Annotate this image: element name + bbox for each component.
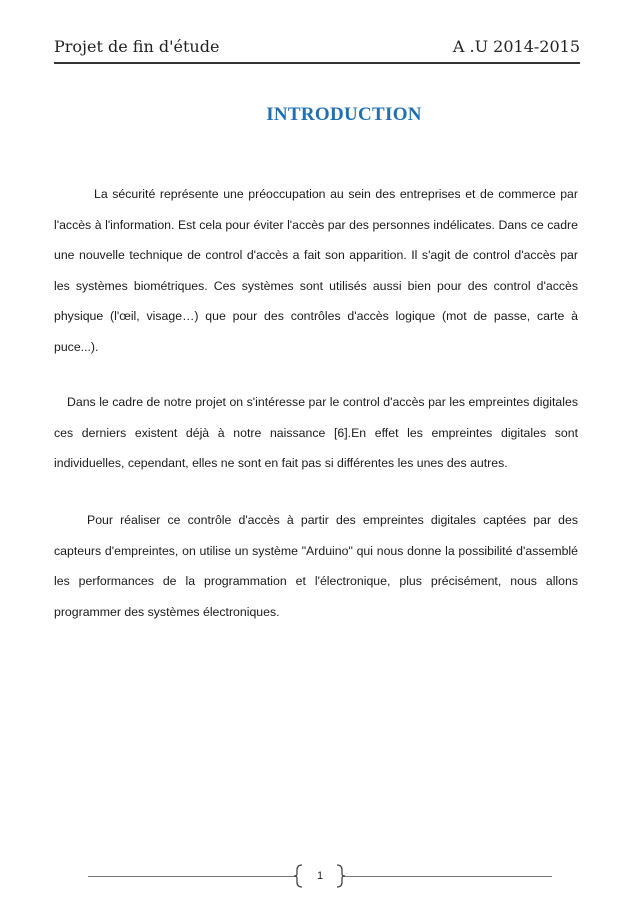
left-brace-icon: [293, 864, 303, 888]
paragraph-text: Dans le cadre de notre projet on s'intéresse par le control d'accès par les empreintes digitales ces derniers existent déjà à notre naissance [6].En effet les empreintes digitales sont individuelles, cependant, elles ne sont en fait pas si différentes les unes des autres.: [54, 395, 578, 470]
paragraph-2: [54, 387, 578, 479]
header-academic-year: A .U 2014-2015: [452, 37, 580, 56]
footer-rule-left: [88, 876, 296, 877]
page-number: 1: [316, 870, 324, 882]
footer-rule-right: [344, 876, 552, 877]
paragraph-3: [54, 505, 578, 627]
header-project-title: Projet de fin d'étude: [54, 37, 220, 56]
right-brace-icon: [336, 864, 346, 888]
paragraph-text: Pour réaliser ce contrôle d'accès à partir des empreintes digitales captées par des capteurs d'empreintes, on utilise un système "Arduino" qui nous donne la possibilité d'assemblé les performances de la programmation et l'électronique, plus précisément, nous allons programmer des systèmes électroniques.: [54, 513, 578, 619]
paragraph-text: La sécurité représente une préoccupation au sein des entreprises et de commerce par l'accès à l'information. Est cela pour éviter l'accès par des personnes indélicates. Dans ce cadre une nouvelle technique de control d'accès a fait son apparition. Il s'agit de control d'accès par les systèmes biométriques. Ces systèmes sont utilisés aussi bien pour des control d'accès physique (l'œil, visage…) que pour des contrôles d'accès logique (mot de passe, carte à puce...).: [54, 187, 578, 354]
section-title: INTRODUCTION: [266, 104, 422, 125]
paragraph-1: [54, 179, 578, 362]
page-header: [54, 34, 580, 64]
